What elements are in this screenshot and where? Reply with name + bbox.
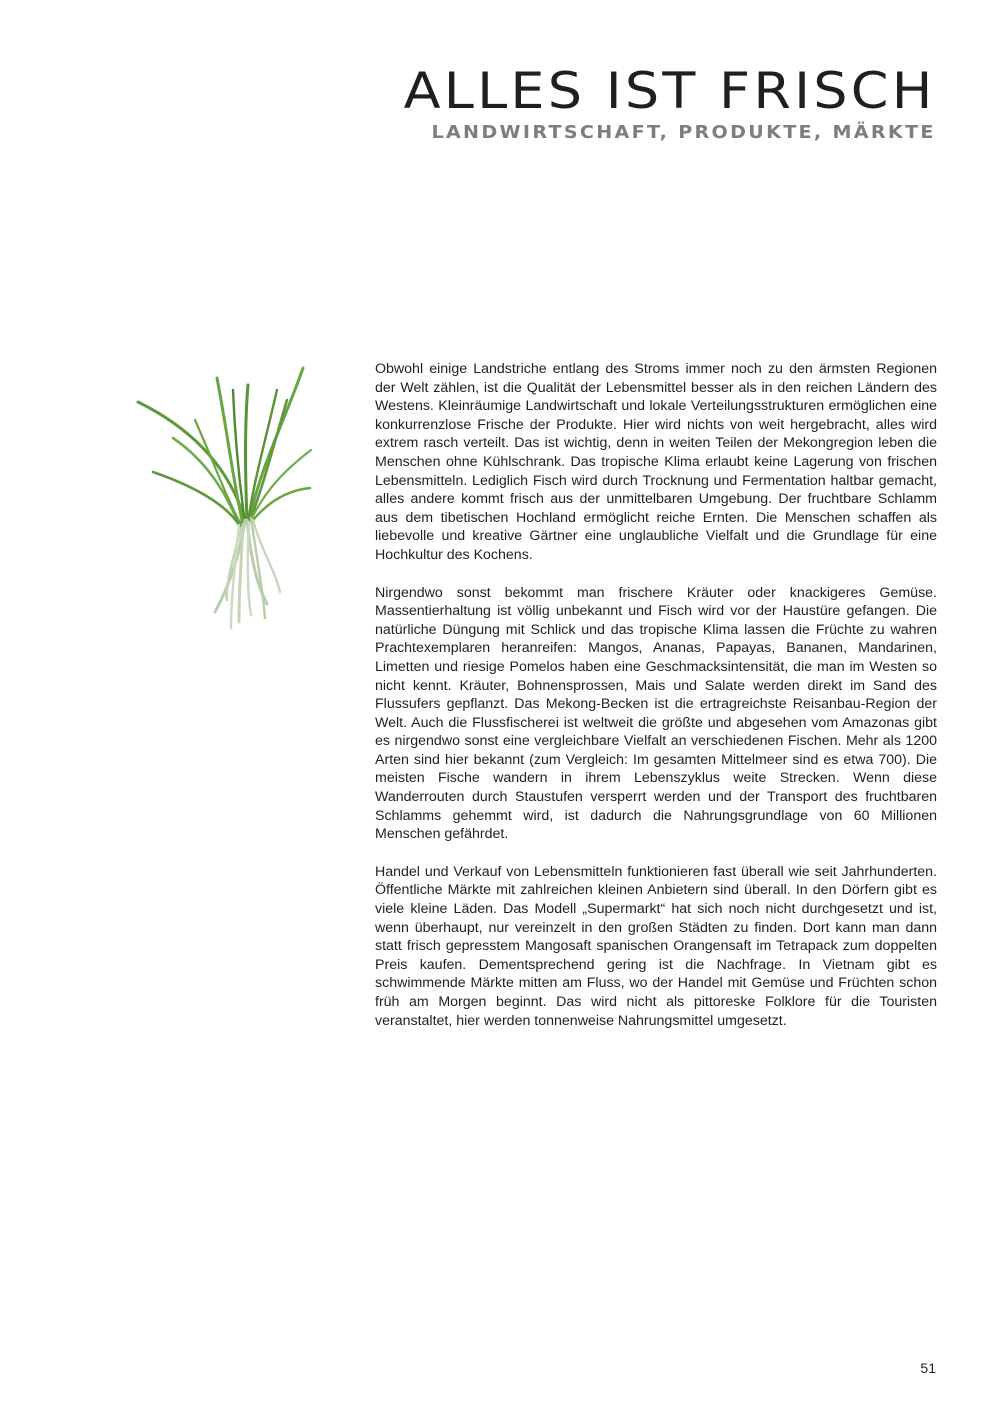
page-number: 51: [920, 1360, 936, 1376]
chives-bundle-icon: [135, 360, 315, 630]
page-title: ALLES IST FRISCH: [404, 62, 936, 120]
page-subtitle: LANDWIRTSCHAFT, PRODUKTE, MÄRKTE: [431, 122, 936, 143]
paragraph: Nirgendwo sonst bekommt man frischere Kräuter oder knackigeres Gemüse. Massentierhaltung ist völlig unbekannt und Fisch wird vor der Haustüre gefangen. Die natürliche Düngung mit Schlick und das tropische Klima lassen die Früchte zu wahren Prachtexemplaren heranreifen: Mangos, Ananas, Papayas, Bananen, Mandarinen, Limetten und riesige Pomelos haben eine Geschmacksintensität, die man im Westen so nicht kennt. Kräuter, Bohnensprossen, Mais und Salate werden direkt im Sand des Flussufers gepflanzt. Das Mekong-Becken ist die ertragreichste Reisanbau-Region der Welt. Auch die Flussfischerei ist weltweit die größte und abgesehen vom Amazonas gibt es nirgendwo sonst eine vergleichbare Vielfalt an verschiedenen Fischen. Mehr als 1200 Arten sind hier bekannt (zum Vergleich: Im gesamten Mittelmeer sind es etwa 700). Die meisten Fische wandern in ihrem Lebenszyklus weite Strecken. Wenn diese Wanderrouten durch Staustufen versperrt werden und der Transport des fruchtbaren Schlamms gehemmt wird, ist dadurch die Nahrungsgrundlage von 60 Millionen Menschen gefährdet.: [375, 584, 937, 843]
paragraph: Obwohl einige Landstriche entlang des Stroms immer noch zu den ärmsten Regionen der Welt zählen, ist die Qualität der Lebensmittel besser als in den reichen Ländern des Westens. Kleinräumige Landwirtschaft und lokale Verteilungsstrukturen ermöglichen eine konkurrenzlose Frische der Produkte. Hier wird nichts von weit hergebracht, alles wird extrem rasch verteilt. Das ist wichtig, denn in weiten Teilen der Mekongregion leben die Menschen ohne Kühlschrank. Das tropische Klima erlaubt keine Lagerung von frischen Lebensmitteln. Lediglich Fisch wird durch Trocknung und Fermentation haltbar gemacht, alles andere kommt frisch aus der unmittelbaren Umgebung. Der fruchtbare Schlamm aus dem tibetischen Hochland ermöglicht reiche Ernten. Die Menschen schaffen als liebevolle und kreative Gärtner eine unglaubliche Vielfalt und die Grundlage für eine Hochkultur des Kochens.: [375, 361, 937, 563]
paragraph: Handel und Verkauf von Lebensmitteln funktionieren fast überall wie seit Jahrhunderten. Öffentliche Märkte mit zahlreichen kleinen Anbietern sind überall. In den Dörfern gibt es viele kleine Läden. Das Modell „Supermarkt“ hat sich noch nicht durchgesetzt und ist, wenn überhaupt, nur vereinzelt in den großen Städten zu finden. Dort kann man dann statt frisch gepresstem Mangosaft spanischen Orangensaft im Tetrapack zum doppelten Preis kaufen. Dementsprechend gering ist die Nachfrage. In Vietnam gibt es schwimmende Märkte mitten am Fluss, wo der Handel mit Gemüse und Früchten schon früh am Morgen beginnt. Das wird nicht als pittoreske Folklore für die Touristen veranstaltet, hier werden tonnenweise Nahrungsmittel umgesetzt.: [375, 863, 937, 1029]
body-text: [375, 360, 937, 1049]
